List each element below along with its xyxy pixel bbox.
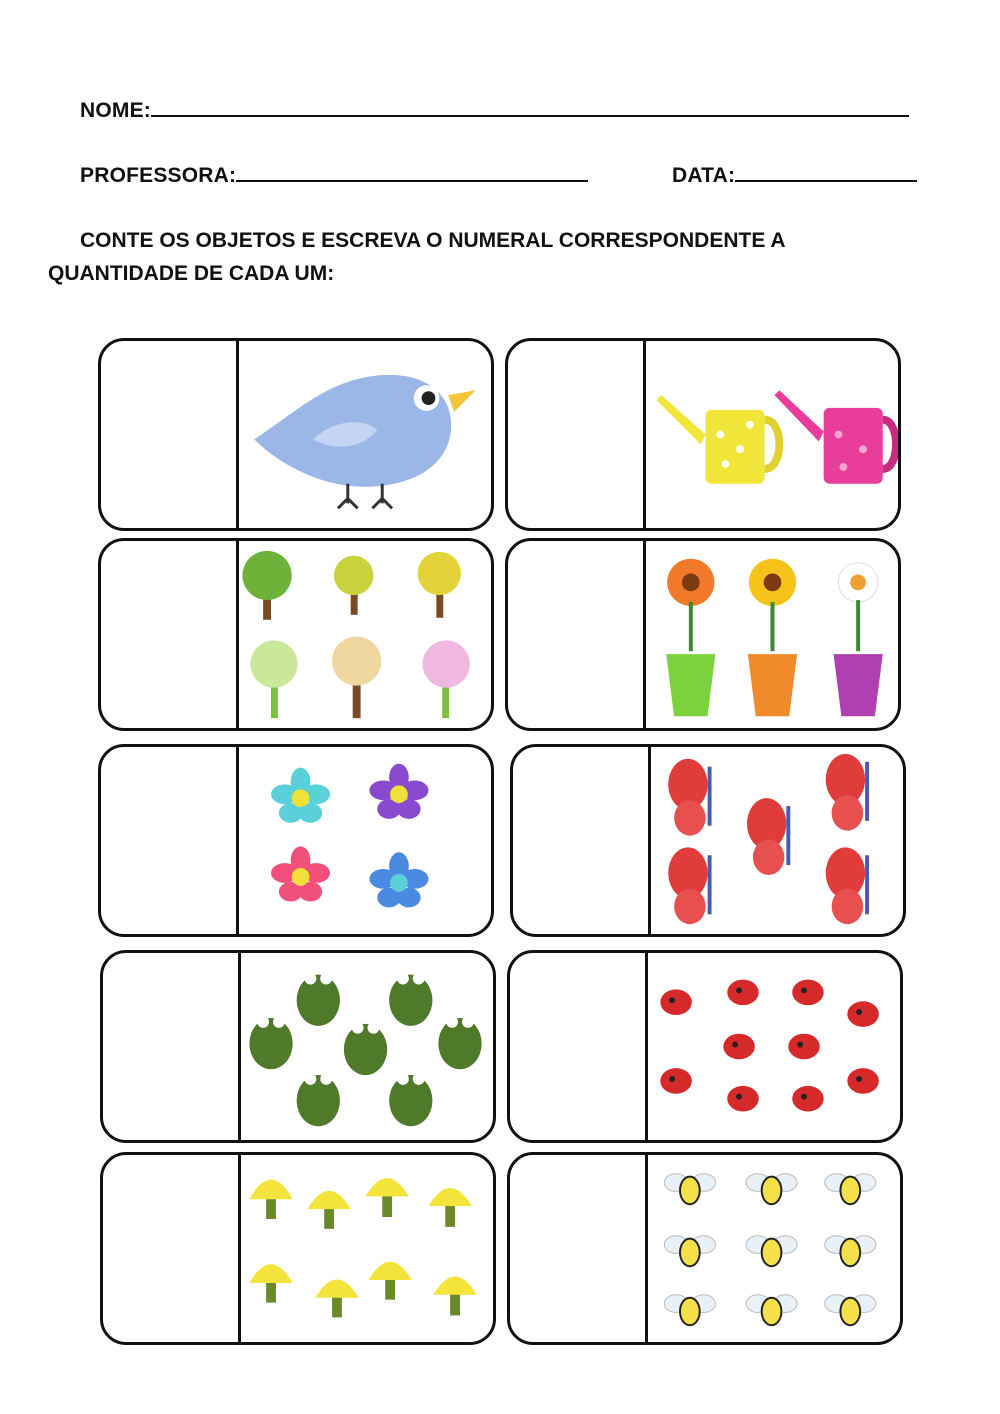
card-bees xyxy=(507,1152,903,1345)
answer-box[interactable] xyxy=(103,953,241,1140)
card-frogs xyxy=(100,950,496,1143)
mushroom-icon xyxy=(241,1155,493,1342)
card-mushrooms xyxy=(100,1152,496,1345)
card-potted-flowers xyxy=(505,538,901,731)
teacher-field xyxy=(80,162,588,188)
name-field xyxy=(80,97,909,123)
date-blank[interactable] xyxy=(735,162,917,182)
name-label: NOME: xyxy=(80,99,151,122)
answer-box[interactable] xyxy=(513,747,651,934)
teacher-blank[interactable] xyxy=(236,162,588,182)
picture-area xyxy=(241,1155,493,1342)
instruction-line-2: QUANTIDADE DE CADA UM: xyxy=(48,262,335,285)
bird-icon xyxy=(239,341,491,528)
ladybug-icon xyxy=(648,953,900,1140)
card-trees xyxy=(98,538,494,731)
picture-area xyxy=(239,541,491,728)
flower-icon xyxy=(239,747,491,934)
card-ladybugs xyxy=(507,950,903,1143)
card-butterflies xyxy=(510,744,906,937)
picture-area xyxy=(239,341,491,528)
name-blank[interactable] xyxy=(151,97,909,117)
answer-box[interactable] xyxy=(510,953,648,1140)
teacher-label: PROFESSORA: xyxy=(80,164,237,187)
watering-can-icon xyxy=(646,341,898,528)
butterfly-icon xyxy=(651,747,903,934)
tree-icon xyxy=(239,541,491,728)
picture-area xyxy=(239,747,491,934)
date-label: DATA: xyxy=(672,164,736,187)
instruction-line-1: CONTE OS OBJETOS E ESCREVA O NUMERAL CORRESPONDENTE A xyxy=(80,229,786,252)
bee-icon xyxy=(648,1155,900,1342)
picture-area xyxy=(648,953,900,1140)
potted-flower-icon xyxy=(646,541,898,728)
picture-area xyxy=(646,341,898,528)
frog-icon xyxy=(241,953,493,1140)
date-field xyxy=(672,162,917,188)
answer-box[interactable] xyxy=(510,1155,648,1342)
picture-area xyxy=(651,747,903,934)
card-watering-cans xyxy=(505,338,901,531)
picture-area xyxy=(648,1155,900,1342)
answer-box[interactable] xyxy=(508,341,646,528)
answer-box[interactable] xyxy=(103,1155,241,1342)
picture-area xyxy=(646,541,898,728)
answer-box[interactable] xyxy=(101,341,239,528)
card-bird xyxy=(98,338,494,531)
card-flowers xyxy=(98,744,494,937)
answer-box[interactable] xyxy=(101,747,239,934)
answer-box[interactable] xyxy=(508,541,646,728)
answer-box[interactable] xyxy=(101,541,239,728)
picture-area xyxy=(241,953,493,1140)
